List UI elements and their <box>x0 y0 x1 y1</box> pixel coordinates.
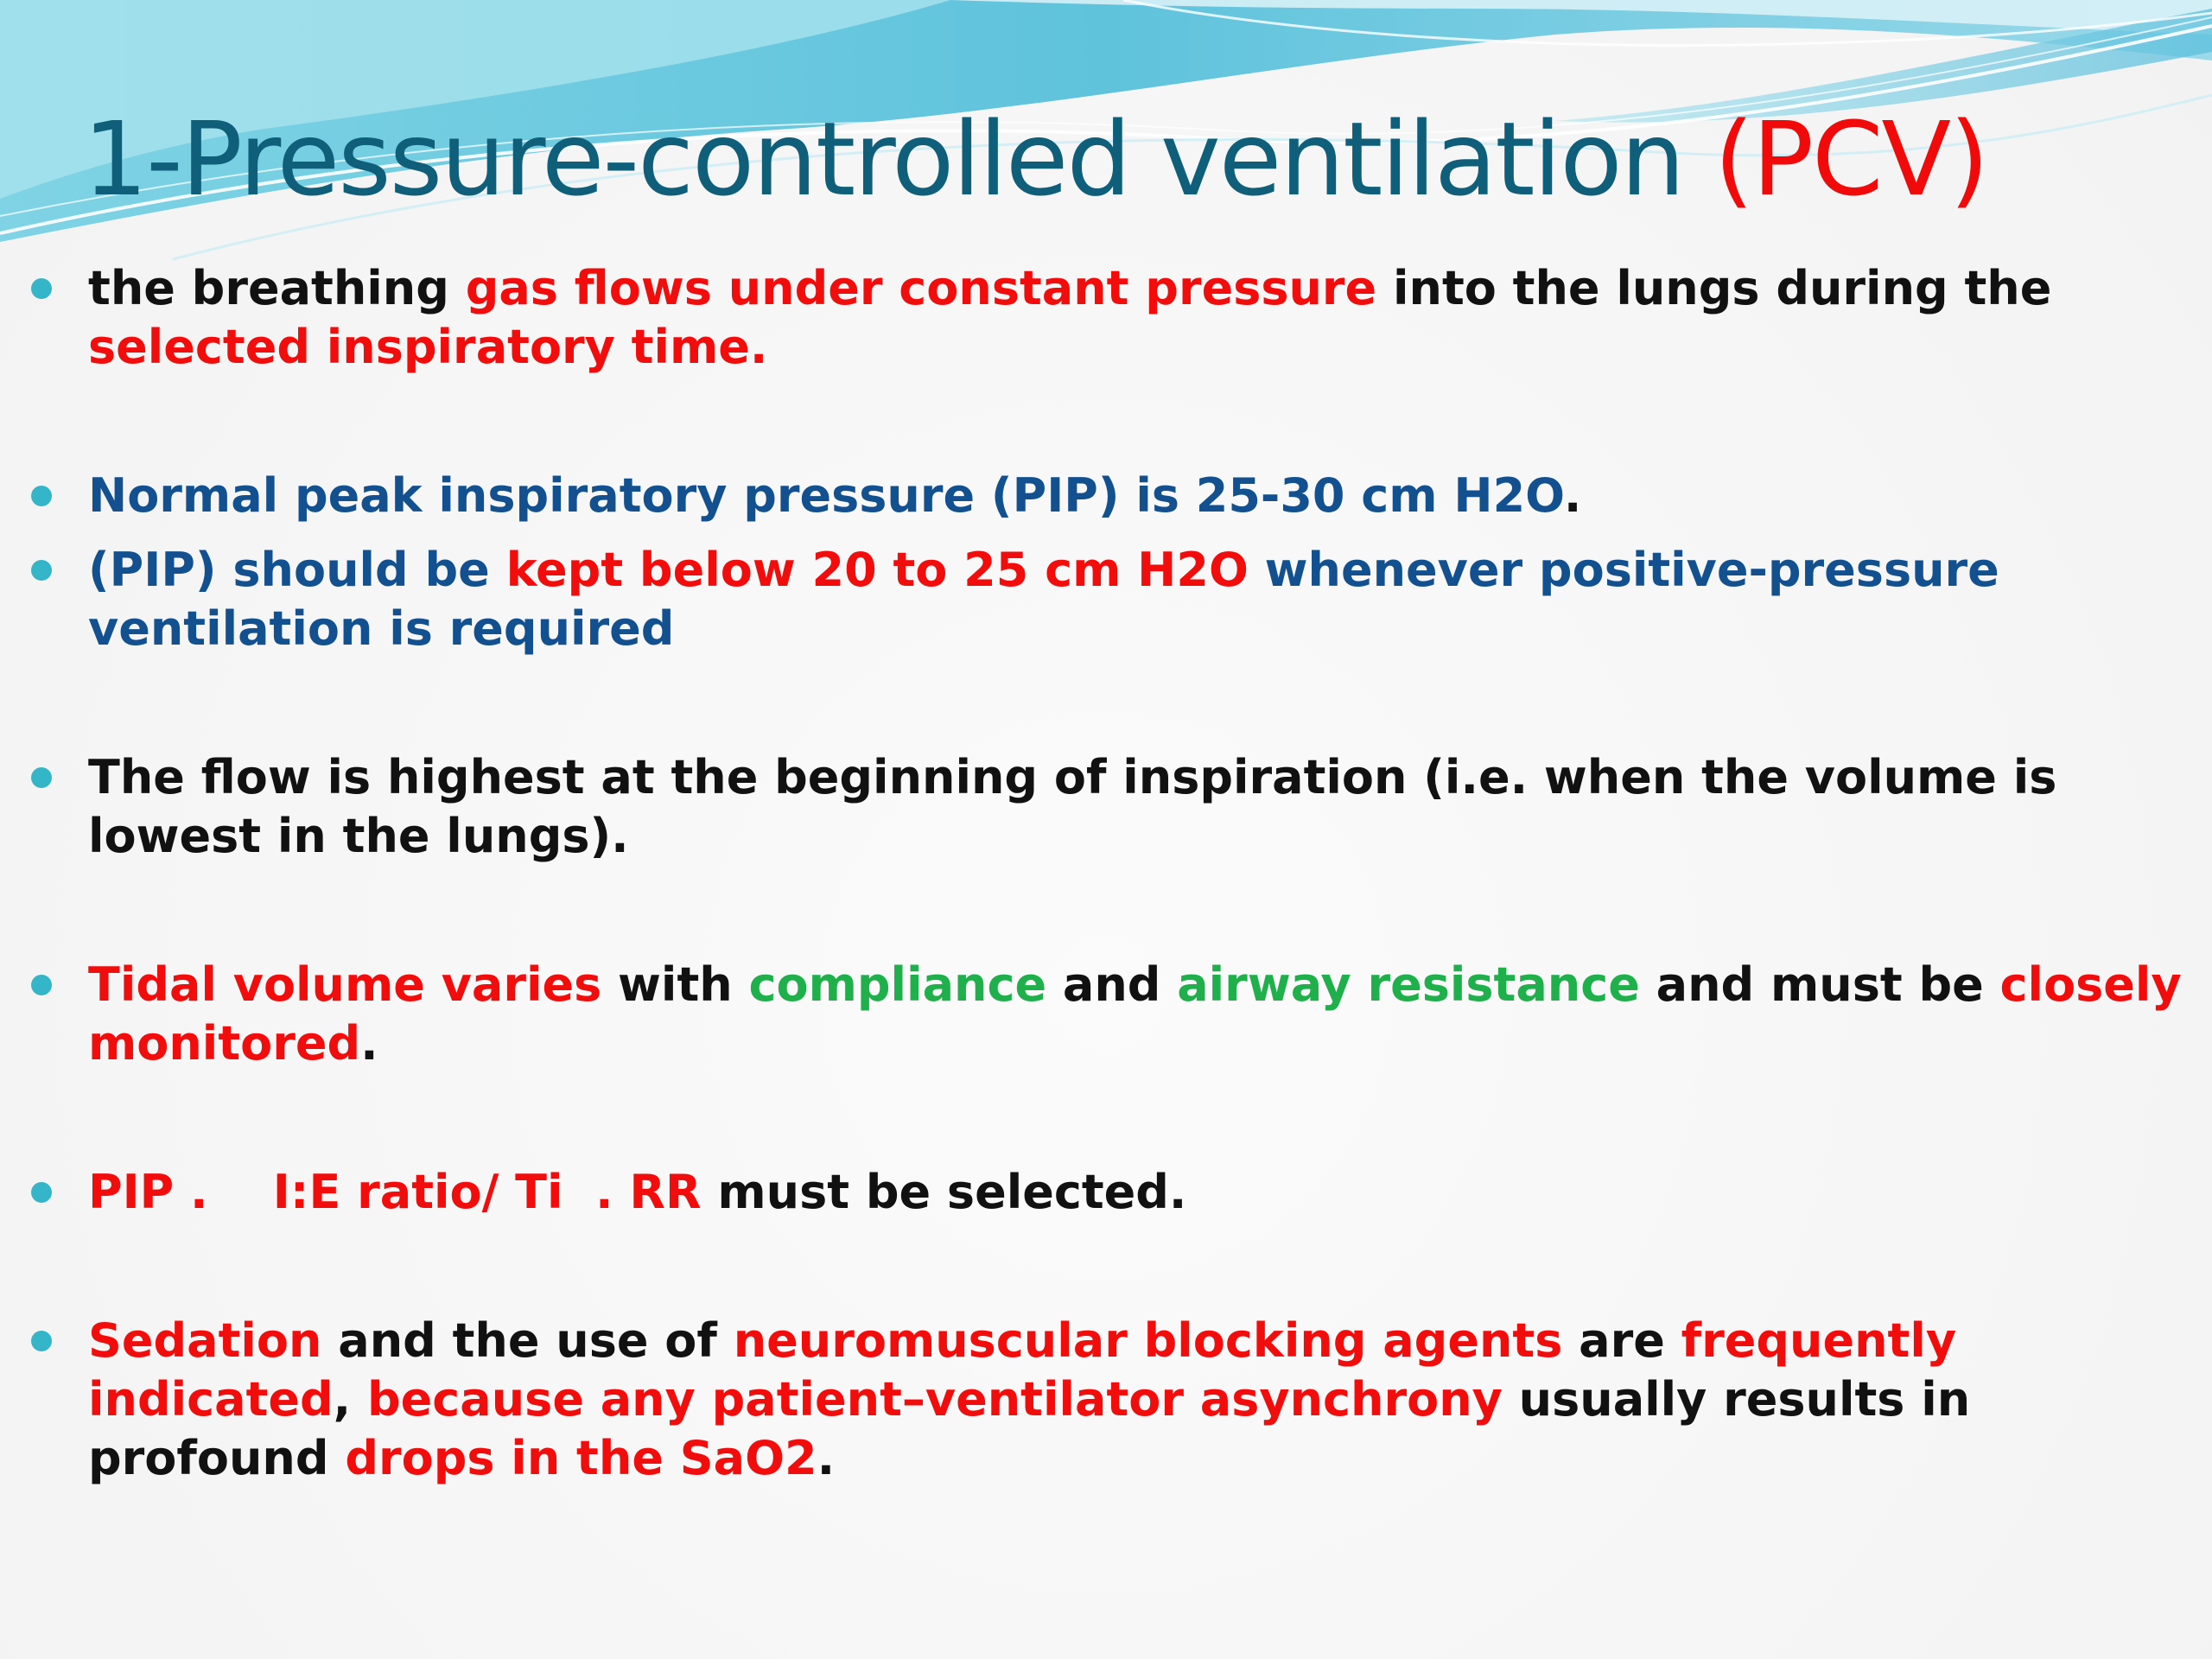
text-segment: . <box>360 1016 378 1071</box>
text-segment: (PIP) should be <box>88 543 506 597</box>
text-segment: are <box>1562 1313 1681 1368</box>
text-segment: Sedation <box>88 1313 322 1368</box>
text-segment: into the lungs during the <box>1376 261 2052 315</box>
bullet-dot-icon <box>31 767 52 788</box>
text-segment: selected inspiratory time. <box>88 320 768 374</box>
text-segment: . <box>1563 468 1582 523</box>
title-accent: (PCV) <box>1713 99 1988 219</box>
text-segment: the breathing <box>88 261 466 315</box>
page-title <box>83 99 1988 219</box>
text-segment: The flow is highest at the beginning of inspiration (i.e. when the volume is lowest in the lungs). <box>88 750 2057 863</box>
bullet-settings <box>26 1163 2186 1222</box>
bullet-dot-icon <box>31 486 52 506</box>
text-segment: closely monitored <box>88 957 2182 1071</box>
bullet-sedation <box>26 1312 2186 1488</box>
text-segment: frequently indicated <box>88 1313 1957 1427</box>
text-segment: because any patient–ventilator asynchrony <box>367 1372 1503 1427</box>
bullet-pip-limit <box>26 541 2186 658</box>
text-segment: and must be <box>1639 957 2000 1012</box>
bullet-tidal-volume <box>26 956 2186 1073</box>
text-segment: kept below 20 to 25 cm H2O <box>505 543 1249 597</box>
text-segment: and <box>1046 957 1178 1012</box>
text-segment: neuromuscular blocking agents <box>733 1313 1563 1368</box>
bullet-gas-flow <box>26 259 2186 377</box>
text-segment: PIP . I:E ratio/ Ti . RR <box>88 1165 702 1219</box>
bullet-dot-icon <box>31 278 52 299</box>
bullet-dot-icon <box>31 560 52 581</box>
text-segment: . <box>817 1431 836 1485</box>
text-segment: drops in the SaO2 <box>345 1431 817 1485</box>
title-main: 1-Pressure-controlled ventilation <box>83 99 1714 219</box>
bullet-list <box>26 259 2186 1488</box>
text-segment: Normal peak inspiratory pressure (PIP) is 25-30 cm H2O <box>88 468 1564 523</box>
text-segment: must be selected. <box>701 1165 1187 1219</box>
text-segment: , <box>333 1372 367 1427</box>
text-segment: with <box>601 957 749 1012</box>
bullet-flow-highest <box>26 748 2186 866</box>
text-segment: and the use of <box>321 1313 734 1368</box>
text-segment: compliance <box>748 957 1047 1012</box>
text-segment: whenever positive-pressure ventilation is required <box>88 543 1999 656</box>
bullet-normal-pip <box>26 467 2186 525</box>
text-segment: airway resistance <box>1177 957 1640 1012</box>
bullet-dot-icon <box>31 975 52 995</box>
text-segment: gas flows under constant pressure <box>465 261 1377 315</box>
text-segment: usually results in profound <box>88 1372 1971 1485</box>
bullet-dot-icon <box>31 1331 52 1351</box>
bullet-dot-icon <box>31 1182 52 1203</box>
text-segment: Tidal volume varies <box>88 957 602 1012</box>
